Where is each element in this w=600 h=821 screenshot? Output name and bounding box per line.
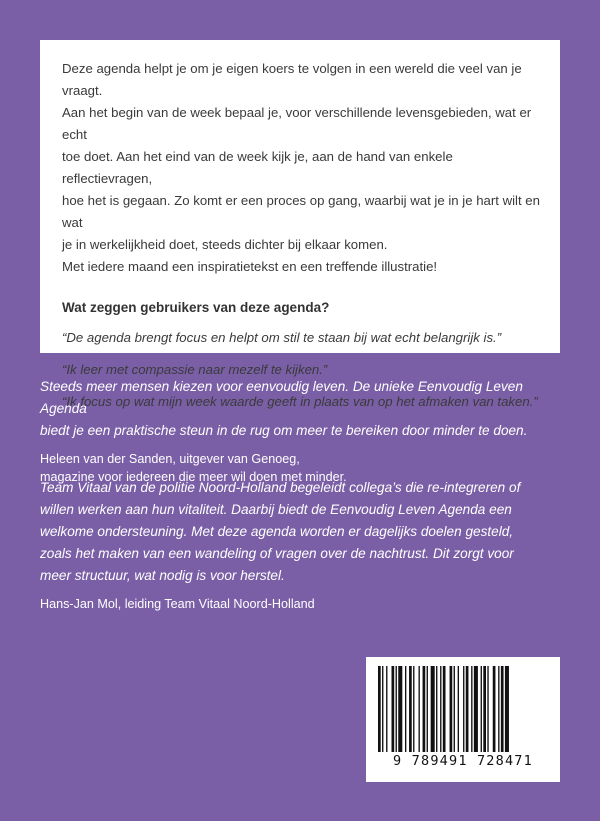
endorsement-team-vitaal [40, 477, 570, 613]
intro-line: hoe het is gegaan. Zo komt er een proces op gang, waarbij wat je in je hart wilt en wat [62, 193, 540, 230]
testimonial-quote: “Ik leer met compassie naar mezelf te kijken.” [62, 362, 328, 377]
isbn-number: 9 789491 728471 [393, 753, 533, 769]
endorsement-line: willen werken aan hun vitaliteit. Daarbij biedt de Eenvoudig Leven Agenda een [40, 502, 512, 517]
testimonial-quote: “De agenda brengt focus en helpt om stil te staan bij wat echt belangrijk is.” [62, 330, 502, 345]
intro-line: Aan het begin van de week bepaal je, voor verschillende levensgebieden, wat er echt [62, 105, 532, 142]
intro-line: Deze agenda helpt je om je eigen koers te volgen in een wereld die veel van je vraagt. [62, 61, 522, 98]
barcode-bars-icon [378, 666, 548, 752]
endorsement-line: zoals het maken van een wandeling of vragen over de nachtrust. Dit zorgt voor [40, 546, 514, 561]
intro-line: Met iedere maand een inspiratietekst en een treffende illustratie! [62, 259, 438, 274]
testimonials-heading: Wat zeggen gebruikers van deze agenda? [62, 300, 330, 315]
attribution-line: Heleen van der Sanden, uitgever van Genoeg, [40, 452, 300, 466]
testimonial-quote: “Ik focus op wat mijn week waarde geeft in plaats van op het afmaken van taken.” [62, 394, 538, 409]
intro-line: je in werkelijkheid doet, steeds dichter bij elkaar komen. [62, 237, 388, 252]
endorsement-line: meer structuur, wat nodig is voor herstel. [40, 568, 285, 583]
endorsement-line: welkome ondersteuning. Met deze agenda worden er dagelijks doelen gesteld, [40, 524, 514, 539]
endorsement-attribution: Hans-Jan Mol, leiding Team Vitaal Noord-Holland [40, 597, 315, 611]
attribution-line: magazine voor iedereen die meer wil doen met minder. [40, 470, 347, 484]
barcode [366, 657, 560, 782]
intro-line: toe doet. Aan het eind van de week kijk je, aan de hand van enkele reflectievragen, [62, 149, 453, 186]
endorsement-genoeg [40, 376, 570, 486]
endorsement-line: Steeds meer mensen kiezen voor eenvoudig leven. De unieke Eenvoudig Leven Agenda [40, 379, 523, 416]
endorsement-line: biedt je een praktische steun in de rug om meer te bereiken door minder te doen. [40, 423, 528, 438]
endorsement-line: Team Vitaal van de politie Noord-Holland begeleidt collega’s die re-integreren of [40, 480, 521, 495]
intro-text [62, 58, 540, 278]
